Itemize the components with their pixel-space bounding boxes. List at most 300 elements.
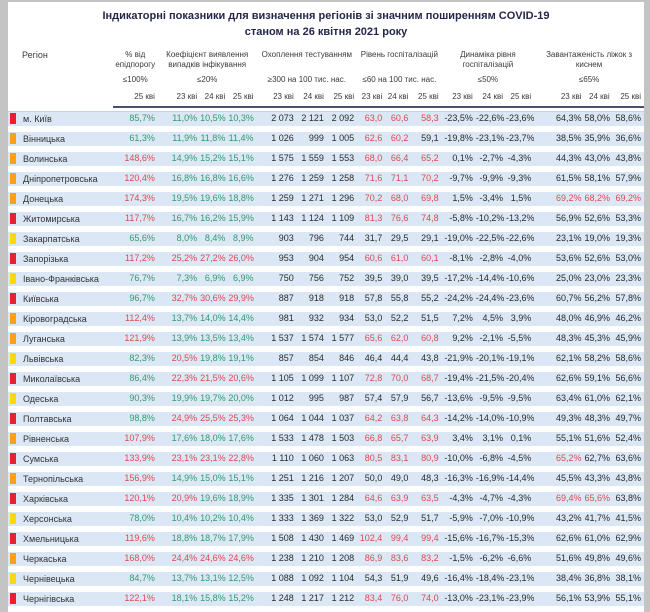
- cell-hospitalization-level-2: 74,0: [411, 589, 441, 609]
- cell-hospitalization-dynamics-2: -22,6%: [506, 229, 534, 249]
- cell-detection-rate-0: 18,8%: [158, 529, 200, 549]
- cell-epid-percent: 119,6%: [113, 529, 158, 549]
- cell-hospitalization-dynamics-1: -2,7%: [476, 149, 506, 169]
- region-name: Чернігівська: [23, 593, 75, 604]
- row-status-marker: [10, 213, 16, 224]
- cell-testing-coverage-1: 918: [297, 289, 327, 309]
- cell-oxygen-bed-occupancy-1: 58,2%: [585, 349, 613, 369]
- cell-detection-rate-2: 22,8%: [228, 449, 256, 469]
- cell-detection-rate-2: 11,4%: [228, 129, 256, 149]
- region-cell: [8, 209, 113, 229]
- cell-testing-coverage-1: 1 210: [297, 549, 327, 569]
- cell-hospitalization-dynamics-1: -3,4%: [476, 189, 506, 209]
- cell-detection-rate-0: 22,3%: [158, 369, 200, 389]
- cell-epid-percent: 86,4%: [113, 369, 158, 389]
- cell-hospitalization-dynamics-2: -14,4%: [506, 469, 534, 489]
- cell-testing-coverage-2: 1 503: [327, 429, 357, 449]
- cell-testing-coverage-2: 918: [327, 289, 357, 309]
- region-cell: [8, 249, 113, 269]
- cell-hospitalization-level-1: 70,0: [385, 369, 411, 389]
- cell-hospitalization-dynamics-1: -14,4%: [476, 269, 506, 289]
- cell-hospitalization-dynamics-1: -14,0%: [476, 409, 506, 429]
- cell-detection-rate-0: 11,9%: [158, 129, 200, 149]
- cell-hospitalization-dynamics-0: 9,2%: [442, 329, 476, 349]
- cell-epid-percent: 84,7%: [113, 569, 158, 589]
- date-header: 25 кві: [228, 85, 256, 107]
- cell-testing-coverage-2: 1 322: [327, 509, 357, 529]
- cell-hospitalization-level-0: 62,6: [357, 129, 385, 149]
- region-cell: [8, 529, 113, 549]
- cell-testing-coverage-2: 954: [327, 249, 357, 269]
- cell-detection-rate-1: 18,0%: [200, 429, 228, 449]
- cell-detection-rate-1: 23,1%: [200, 449, 228, 469]
- cell-hospitalization-dynamics-0: -1,5%: [442, 549, 476, 569]
- cell-hospitalization-level-0: 31,7: [357, 229, 385, 249]
- row-status-marker: [10, 453, 16, 464]
- cell-epid-percent: 96,7%: [113, 289, 158, 309]
- cell-hospitalization-level-0: 86,9: [357, 549, 385, 569]
- cell-hospitalization-level-0: 71,6: [357, 169, 385, 189]
- cell-detection-rate-0: 16,8%: [158, 169, 200, 189]
- cell-epid-percent: 120,4%: [113, 169, 158, 189]
- cell-hospitalization-dynamics-0: -15,6%: [442, 529, 476, 549]
- date-header: 24 кві: [476, 85, 506, 107]
- region-name: Львівська: [23, 353, 64, 364]
- cell-hospitalization-dynamics-0: -10,0%: [442, 449, 476, 469]
- cell-oxygen-bed-occupancy-2: 57,8%: [613, 289, 644, 309]
- date-header: 23 кві: [257, 85, 297, 107]
- cell-testing-coverage-0: 953: [257, 249, 297, 269]
- cell-hospitalization-level-1: 65,7: [385, 429, 411, 449]
- row-status-marker: [10, 293, 16, 304]
- cell-testing-coverage-2: 1 063: [327, 449, 357, 469]
- report-document: [8, 2, 644, 604]
- table-row: [8, 289, 644, 309]
- cell-oxygen-bed-occupancy-0: 65,2%: [534, 449, 584, 469]
- cell-hospitalization-level-0: 83,4: [357, 589, 385, 609]
- table-row: [8, 269, 644, 289]
- table-row: [8, 489, 644, 509]
- date-header: 25 кві: [613, 85, 644, 107]
- cell-epid-percent: 156,9%: [113, 469, 158, 489]
- row-status-marker: [10, 233, 16, 244]
- table-row: [8, 449, 644, 469]
- cell-oxygen-bed-occupancy-1: 23,0%: [585, 269, 613, 289]
- cell-testing-coverage-0: 903: [257, 229, 297, 249]
- cell-hospitalization-dynamics-2: -13,2%: [506, 209, 534, 229]
- cell-oxygen-bed-occupancy-2: 43,8%: [613, 149, 644, 169]
- date-header: 25 кві: [506, 85, 534, 107]
- cell-hospitalization-level-1: 76,6: [385, 209, 411, 229]
- cell-detection-rate-0: 17,6%: [158, 429, 200, 449]
- cell-hospitalization-level-0: 64,2: [357, 409, 385, 429]
- cell-hospitalization-level-1: 99,4: [385, 529, 411, 549]
- threshold-oxygen-bed-occupancy: ≤65%: [578, 74, 600, 84]
- cell-oxygen-bed-occupancy-0: 63,4%: [534, 389, 584, 409]
- cell-hospitalization-dynamics-1: -2,1%: [476, 329, 506, 349]
- cell-hospitalization-level-0: 72,8: [357, 369, 385, 389]
- cell-testing-coverage-2: 846: [327, 349, 357, 369]
- region-cell: [8, 369, 113, 389]
- cell-detection-rate-1: 19,8%: [200, 349, 228, 369]
- cell-epid-percent: 121,9%: [113, 329, 158, 349]
- region-name: Донецька: [23, 193, 64, 204]
- cell-detection-rate-1: 16,8%: [200, 169, 228, 189]
- region-cell: [8, 129, 113, 149]
- cell-oxygen-bed-occupancy-2: 19,3%: [613, 229, 644, 249]
- cell-oxygen-bed-occupancy-0: 48,0%: [534, 309, 584, 329]
- cell-hospitalization-level-2: 49,6: [411, 569, 441, 589]
- cell-testing-coverage-2: 1 207: [327, 469, 357, 489]
- cell-oxygen-bed-occupancy-1: 58,0%: [585, 111, 613, 129]
- column-header-hospitalization-dynamics: Динаміка рівня госпіталізацій: [460, 49, 516, 70]
- cell-oxygen-bed-occupancy-0: 64,3%: [534, 111, 584, 129]
- cell-testing-coverage-0: 1 105: [257, 369, 297, 389]
- cell-hospitalization-level-0: 57,4: [357, 389, 385, 409]
- cell-hospitalization-dynamics-0: -24,2%: [442, 289, 476, 309]
- cell-hospitalization-level-0: 102,4: [357, 529, 385, 549]
- row-status-marker: [10, 273, 16, 284]
- region-name: Дніпропетровська: [23, 173, 98, 184]
- date-header: 25 кві: [113, 85, 158, 107]
- table-row: [8, 169, 644, 189]
- row-status-marker: [10, 253, 16, 264]
- page-title-line1: Індикаторні показники для визначення регіонів зі значним поширенням COVID-19: [102, 10, 550, 22]
- region-cell: [8, 189, 113, 209]
- cell-epid-percent: 61,3%: [113, 129, 158, 149]
- table-row: [8, 389, 644, 409]
- row-status-marker: [10, 533, 16, 544]
- cell-detection-rate-2: 20,6%: [228, 369, 256, 389]
- region-cell: [8, 229, 113, 249]
- cell-epid-percent: 85,7%: [113, 111, 158, 129]
- cell-hospitalization-dynamics-0: -17,2%: [442, 269, 476, 289]
- cell-oxygen-bed-occupancy-2: 56,6%: [613, 369, 644, 389]
- cell-hospitalization-dynamics-1: -16,9%: [476, 469, 506, 489]
- cell-hospitalization-level-1: 39,0: [385, 269, 411, 289]
- date-header: 23 кві: [534, 85, 584, 107]
- region-name: Хмельницька: [23, 533, 79, 544]
- cell-testing-coverage-0: 1 110: [257, 449, 297, 469]
- cell-detection-rate-2: 25,3%: [228, 409, 256, 429]
- cell-hospitalization-dynamics-2: -9,3%: [506, 169, 534, 189]
- cell-testing-coverage-0: 1 276: [257, 169, 297, 189]
- cell-detection-rate-0: 18,1%: [158, 589, 200, 609]
- region-cell: [8, 429, 113, 449]
- cell-hospitalization-dynamics-2: 3,9%: [506, 309, 534, 329]
- cell-oxygen-bed-occupancy-0: 43,2%: [534, 509, 584, 529]
- cell-testing-coverage-0: 1 064: [257, 409, 297, 429]
- cell-testing-coverage-0: 1 333: [257, 509, 297, 529]
- cell-detection-rate-1: 11,8%: [200, 129, 228, 149]
- cell-testing-coverage-0: 1 026: [257, 129, 297, 149]
- cell-detection-rate-0: 25,2%: [158, 249, 200, 269]
- cell-testing-coverage-2: 744: [327, 229, 357, 249]
- cell-hospitalization-dynamics-0: -19,0%: [442, 229, 476, 249]
- cell-oxygen-bed-occupancy-2: 46,2%: [613, 309, 644, 329]
- cell-detection-rate-2: 18,9%: [228, 489, 256, 509]
- cell-hospitalization-dynamics-0: -9,7%: [442, 169, 476, 189]
- cell-hospitalization-level-0: 39,5: [357, 269, 385, 289]
- cell-hospitalization-dynamics-1: -16,7%: [476, 529, 506, 549]
- cell-testing-coverage-1: 1 092: [297, 569, 327, 589]
- row-status-marker: [10, 373, 16, 384]
- cell-hospitalization-level-2: 80,9: [411, 449, 441, 469]
- cell-hospitalization-dynamics-0: 3,4%: [442, 429, 476, 449]
- cell-hospitalization-dynamics-1: -9,5%: [476, 389, 506, 409]
- region-cell: [8, 269, 113, 289]
- cell-hospitalization-dynamics-1: -22,6%: [476, 111, 506, 129]
- cell-oxygen-bed-occupancy-0: 62,1%: [534, 349, 584, 369]
- cell-hospitalization-dynamics-1: -7,0%: [476, 509, 506, 529]
- cell-testing-coverage-2: 1 005: [327, 129, 357, 149]
- cell-testing-coverage-1: 932: [297, 309, 327, 329]
- cell-detection-rate-2: 6,9%: [228, 269, 256, 289]
- cell-testing-coverage-2: 1 284: [327, 489, 357, 509]
- cell-hospitalization-dynamics-0: 7,2%: [442, 309, 476, 329]
- cell-oxygen-bed-occupancy-2: 69,2%: [613, 189, 644, 209]
- cell-hospitalization-dynamics-0: -16,3%: [442, 469, 476, 489]
- cell-oxygen-bed-occupancy-1: 52,6%: [585, 209, 613, 229]
- cell-oxygen-bed-occupancy-2: 58,6%: [613, 111, 644, 129]
- cell-detection-rate-2: 24,6%: [228, 549, 256, 569]
- cell-detection-rate-0: 32,7%: [158, 289, 200, 309]
- cell-hospitalization-dynamics-0: -21,9%: [442, 349, 476, 369]
- cell-testing-coverage-2: 1 577: [327, 329, 357, 349]
- cell-testing-coverage-1: 1 559: [297, 149, 327, 169]
- cell-hospitalization-level-0: 46,4: [357, 349, 385, 369]
- cell-testing-coverage-2: 1 296: [327, 189, 357, 209]
- threshold-epid-percent: ≤100%: [122, 74, 148, 84]
- cell-hospitalization-level-1: 52,2: [385, 309, 411, 329]
- cell-detection-rate-2: 15,9%: [228, 209, 256, 229]
- cell-hospitalization-dynamics-1: -22,5%: [476, 229, 506, 249]
- cell-testing-coverage-1: 1 124: [297, 209, 327, 229]
- cell-hospitalization-dynamics-2: -4,3%: [506, 489, 534, 509]
- threshold-hospitalization-dynamics: ≤50%: [477, 74, 499, 84]
- cell-hospitalization-level-0: 53,0: [357, 309, 385, 329]
- cell-detection-rate-2: 17,6%: [228, 429, 256, 449]
- row-status-marker: [10, 473, 16, 484]
- cell-detection-rate-1: 19,6%: [200, 489, 228, 509]
- cell-hospitalization-dynamics-1: -6,2%: [476, 549, 506, 569]
- cell-oxygen-bed-occupancy-1: 36,8%: [585, 569, 613, 589]
- cell-hospitalization-dynamics-0: -13,0%: [442, 589, 476, 609]
- cell-hospitalization-level-1: 51,9: [385, 569, 411, 589]
- cell-hospitalization-level-0: 50,0: [357, 469, 385, 489]
- region-cell: [8, 469, 113, 489]
- cell-hospitalization-level-1: 57,9: [385, 389, 411, 409]
- cell-hospitalization-level-0: 65,6: [357, 329, 385, 349]
- cell-hospitalization-level-2: 63,5: [411, 489, 441, 509]
- cell-hospitalization-dynamics-0: -14,2%: [442, 409, 476, 429]
- region-cell: [8, 409, 113, 429]
- row-status-marker: [10, 133, 16, 144]
- cell-testing-coverage-0: 1 248: [257, 589, 297, 609]
- cell-detection-rate-0: 11,0%: [158, 111, 200, 129]
- cell-hospitalization-level-0: 80,5: [357, 449, 385, 469]
- cell-hospitalization-level-1: 29,5: [385, 229, 411, 249]
- date-header: 25 кві: [327, 85, 357, 107]
- region-name: Луганська: [23, 333, 65, 344]
- cell-detection-rate-1: 19,6%: [200, 189, 228, 209]
- cell-hospitalization-dynamics-2: -9,5%: [506, 389, 534, 409]
- table-row: [8, 589, 644, 609]
- cell-hospitalization-level-0: 66,8: [357, 429, 385, 449]
- region-cell: [8, 169, 113, 189]
- cell-detection-rate-2: 19,1%: [228, 349, 256, 369]
- region-cell: [8, 329, 113, 349]
- cell-detection-rate-1: 10,2%: [200, 509, 228, 529]
- cell-detection-rate-1: 16,2%: [200, 209, 228, 229]
- table-row: [8, 509, 644, 529]
- region-name: Кіровоградська: [23, 313, 87, 324]
- cell-oxygen-bed-occupancy-1: 48,3%: [585, 409, 613, 429]
- cell-hospitalization-dynamics-1: 4,5%: [476, 309, 506, 329]
- cell-detection-rate-1: 14,0%: [200, 309, 228, 329]
- cell-testing-coverage-1: 1 369: [297, 509, 327, 529]
- cell-testing-coverage-1: 1 271: [297, 189, 327, 209]
- row-status-marker: [10, 153, 16, 164]
- cell-detection-rate-2: 26,0%: [228, 249, 256, 269]
- row-status-marker: [10, 173, 16, 184]
- cell-hospitalization-level-2: 29,1: [411, 229, 441, 249]
- cell-hospitalization-dynamics-2: -23,6%: [506, 111, 534, 129]
- cell-testing-coverage-2: 752: [327, 269, 357, 289]
- cell-epid-percent: 122,1%: [113, 589, 158, 609]
- cell-epid-percent: 133,9%: [113, 449, 158, 469]
- cell-testing-coverage-0: 1 508: [257, 529, 297, 549]
- cell-hospitalization-dynamics-2: -10,9%: [506, 509, 534, 529]
- cell-oxygen-bed-occupancy-0: 69,2%: [534, 189, 584, 209]
- cell-detection-rate-1: 8,4%: [200, 229, 228, 249]
- cell-testing-coverage-1: 1 060: [297, 449, 327, 469]
- cell-oxygen-bed-occupancy-0: 25,0%: [534, 269, 584, 289]
- table-row: [8, 149, 644, 169]
- cell-epid-percent: 82,3%: [113, 349, 158, 369]
- cell-epid-percent: 148,6%: [113, 149, 158, 169]
- cell-detection-rate-1: 21,5%: [200, 369, 228, 389]
- cell-hospitalization-level-2: 59,1: [411, 129, 441, 149]
- cell-oxygen-bed-occupancy-2: 45,9%: [613, 329, 644, 349]
- cell-oxygen-bed-occupancy-1: 62,7%: [585, 449, 613, 469]
- row-status-marker: [10, 113, 16, 124]
- cell-testing-coverage-2: 1 109: [327, 209, 357, 229]
- date-header: 24 кві: [200, 85, 228, 107]
- row-status-marker: [10, 573, 16, 584]
- cell-oxygen-bed-occupancy-0: 38,4%: [534, 569, 584, 589]
- region-name: Житомирська: [23, 213, 80, 224]
- cell-oxygen-bed-occupancy-0: 60,7%: [534, 289, 584, 309]
- cell-oxygen-bed-occupancy-2: 57,9%: [613, 169, 644, 189]
- cell-hospitalization-dynamics-0: -19,8%: [442, 129, 476, 149]
- region-name: Одеська: [23, 393, 59, 404]
- cell-hospitalization-level-2: 64,3: [411, 409, 441, 429]
- cell-oxygen-bed-occupancy-1: 52,6%: [585, 249, 613, 269]
- cell-detection-rate-0: 20,9%: [158, 489, 200, 509]
- cell-testing-coverage-1: 756: [297, 269, 327, 289]
- cell-oxygen-bed-occupancy-0: 48,3%: [534, 329, 584, 349]
- cell-testing-coverage-0: 1 143: [257, 209, 297, 229]
- cell-oxygen-bed-occupancy-1: 41,7%: [585, 509, 613, 529]
- row-status-marker: [10, 313, 16, 324]
- region-cell: [8, 549, 113, 569]
- cell-hospitalization-dynamics-2: -4,0%: [506, 249, 534, 269]
- date-header: 24 кві: [297, 85, 327, 107]
- date-header: 25 кві: [411, 85, 441, 107]
- cell-testing-coverage-1: 1 216: [297, 469, 327, 489]
- cell-oxygen-bed-occupancy-2: 63,6%: [613, 449, 644, 469]
- table-row: [8, 111, 644, 129]
- cell-detection-rate-0: 24,9%: [158, 409, 200, 429]
- region-cell: [8, 309, 113, 329]
- column-header-region: Регіон: [22, 49, 48, 60]
- cell-hospitalization-dynamics-2: -15,3%: [506, 529, 534, 549]
- page-title: [8, 9, 644, 41]
- date-header: 24 кві: [385, 85, 411, 107]
- cell-detection-rate-1: 13,1%: [200, 569, 228, 589]
- cell-testing-coverage-1: 1 099: [297, 369, 327, 389]
- cell-hospitalization-dynamics-1: -6,8%: [476, 449, 506, 469]
- cell-oxygen-bed-occupancy-0: 55,1%: [534, 429, 584, 449]
- region-name: Сумська: [23, 453, 59, 464]
- cell-oxygen-bed-occupancy-0: 61,5%: [534, 169, 584, 189]
- cell-detection-rate-2: 8,9%: [228, 229, 256, 249]
- cell-testing-coverage-2: 934: [327, 309, 357, 329]
- row-status-marker: [10, 593, 16, 604]
- cell-hospitalization-level-2: 60,1: [411, 249, 441, 269]
- cell-hospitalization-level-1: 76,0: [385, 589, 411, 609]
- cell-oxygen-bed-occupancy-1: 58,1%: [585, 169, 613, 189]
- threshold-hospitalization-level: ≤60 на 100 тис. нас.: [362, 74, 437, 84]
- region-cell: [8, 589, 113, 609]
- row-status-marker: [10, 193, 16, 204]
- region-cell: [8, 349, 113, 369]
- cell-detection-rate-0: 20,5%: [158, 349, 200, 369]
- cell-testing-coverage-2: 2 092: [327, 111, 357, 129]
- cell-hospitalization-dynamics-0: 1,5%: [442, 189, 476, 209]
- cell-detection-rate-1: 15,8%: [200, 589, 228, 609]
- cell-detection-rate-2: 14,4%: [228, 309, 256, 329]
- cell-oxygen-bed-occupancy-0: 44,3%: [534, 149, 584, 169]
- cell-oxygen-bed-occupancy-2: 23,3%: [613, 269, 644, 289]
- region-name: Волинська: [23, 153, 68, 164]
- cell-oxygen-bed-occupancy-0: 53,6%: [534, 249, 584, 269]
- cell-testing-coverage-2: 987: [327, 389, 357, 409]
- region-name: Черкаська: [23, 553, 67, 564]
- cell-hospitalization-level-0: 54,3: [357, 569, 385, 589]
- cell-epid-percent: 117,7%: [113, 209, 158, 229]
- region-name: Закарпатська: [23, 233, 80, 244]
- cell-oxygen-bed-occupancy-1: 46,9%: [585, 309, 613, 329]
- cell-testing-coverage-2: 1 107: [327, 369, 357, 389]
- cell-hospitalization-dynamics-1: -9,9%: [476, 169, 506, 189]
- cell-hospitalization-level-1: 60,6: [385, 111, 411, 129]
- cell-epid-percent: 98,8%: [113, 409, 158, 429]
- cell-oxygen-bed-occupancy-1: 61,0%: [585, 389, 613, 409]
- cell-testing-coverage-2: 1 469: [327, 529, 357, 549]
- region-cell: [8, 569, 113, 589]
- region-name: м. Київ: [23, 113, 52, 124]
- threshold-detection-rate: ≤20%: [197, 74, 218, 84]
- cell-hospitalization-level-1: 71,1: [385, 169, 411, 189]
- cell-hospitalization-dynamics-1: -23,1%: [476, 129, 506, 149]
- cell-detection-rate-2: 12,5%: [228, 569, 256, 589]
- cell-testing-coverage-1: 1 301: [297, 489, 327, 509]
- cell-detection-rate-1: 30,6%: [200, 289, 228, 309]
- table-row: [8, 569, 644, 589]
- cell-testing-coverage-0: 1 537: [257, 329, 297, 349]
